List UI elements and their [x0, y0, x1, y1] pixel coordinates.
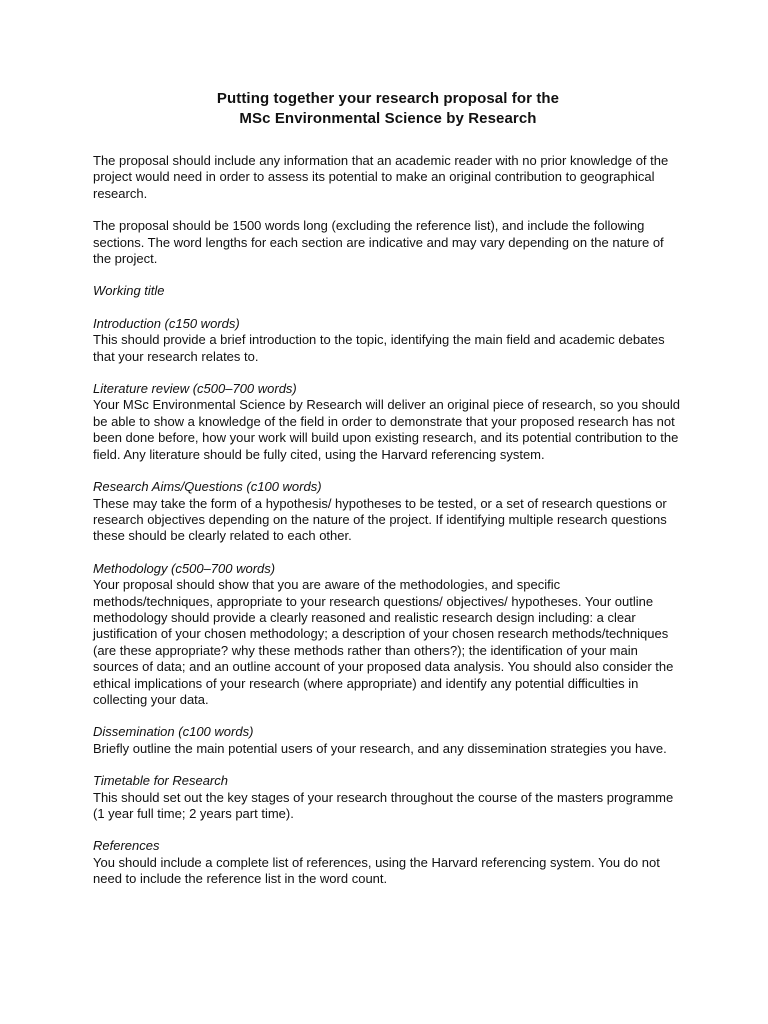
section-research-aims — [93, 479, 683, 545]
section-body: Briefly outline the main potential users of your research, and any dissemination strategies you have. — [93, 740, 667, 756]
section-heading: Methodology (c500–700 words) — [93, 560, 276, 576]
section-dissemination — [93, 724, 683, 757]
section-timetable — [93, 773, 683, 822]
section-heading: References — [93, 838, 160, 854]
title-line-1: Putting together your research proposal for the — [216, 90, 560, 107]
section-body: You should include a complete list of references, using the Harvard referencing system. You do not need to include the reference list in the word count. — [93, 854, 660, 887]
section-body: This should provide a brief introduction to the topic, identifying the main field and academic debates that your research relates to. — [93, 332, 665, 364]
section-heading: Timetable for Research — [93, 773, 228, 789]
section-working-title — [93, 283, 683, 299]
section-body: This should set out the key stages of your research throughout the course of the masters programme (1 year full time; 2 years part time). — [93, 789, 674, 821]
section-body: Your MSc Environmental Science by Research will deliver an original piece of research, so you should be able to show a knowledge of the field in order to demonstrate that your proposed research has not been done before, how your work will build upon existing research, and its potential contribution to the field. Any literature should be fully cited, using the Harvard referencing system. — [93, 397, 680, 462]
intro-paragraph-1: The proposal should include any information that an academic reader with no prior knowledge of the project would need in order to assess its potential to make an original contribution to geographical research. — [93, 153, 669, 201]
section-heading: Literature review (c500–700 words) — [93, 381, 297, 397]
title-line-2: MSc Environmental Science by Research — [239, 110, 537, 127]
document-page — [93, 89, 683, 904]
section-body: These may take the form of a hypothesis/ hypotheses to be tested, or a set of research questions or research objectives depending on the nature of the project. If identifying multiple research questions these should be clearly related to each other. — [93, 495, 667, 544]
section-methodology — [93, 561, 683, 709]
section-heading: Research Aims/Questions (c100 words) — [93, 479, 322, 495]
section-heading: Introduction (c150 words) — [93, 315, 240, 331]
section-heading: Dissemination (c100 words) — [93, 724, 254, 740]
section-introduction — [93, 316, 683, 365]
section-body: Your proposal should show that you are aware of the methodologies, and specific methods/techniques, appropriate to your research questions/ objectives/ hypotheses. Your outline methodology should provide a clearly reasoned and realistic research design including: a clear justification of your chosen methodology; a description of your chosen research methods/techniques (are these appropriate? why these methods rather than others?); the identification of your main sources of data; and an outline account of your proposed data analysis. You should also consider the ethical implications of your research (where appropriate) and identify any potential difficulties in collecting your data. — [93, 577, 674, 707]
document-title — [93, 89, 683, 129]
section-references — [93, 838, 683, 887]
intro-paragraph-2: The proposal should be 1500 words long (excluding the reference list), and include the following sections. The word lengths for each section are indicative and may vary depending on the nature of the project. — [93, 218, 664, 267]
section-heading: Working title — [93, 283, 165, 299]
section-literature-review — [93, 381, 683, 463]
